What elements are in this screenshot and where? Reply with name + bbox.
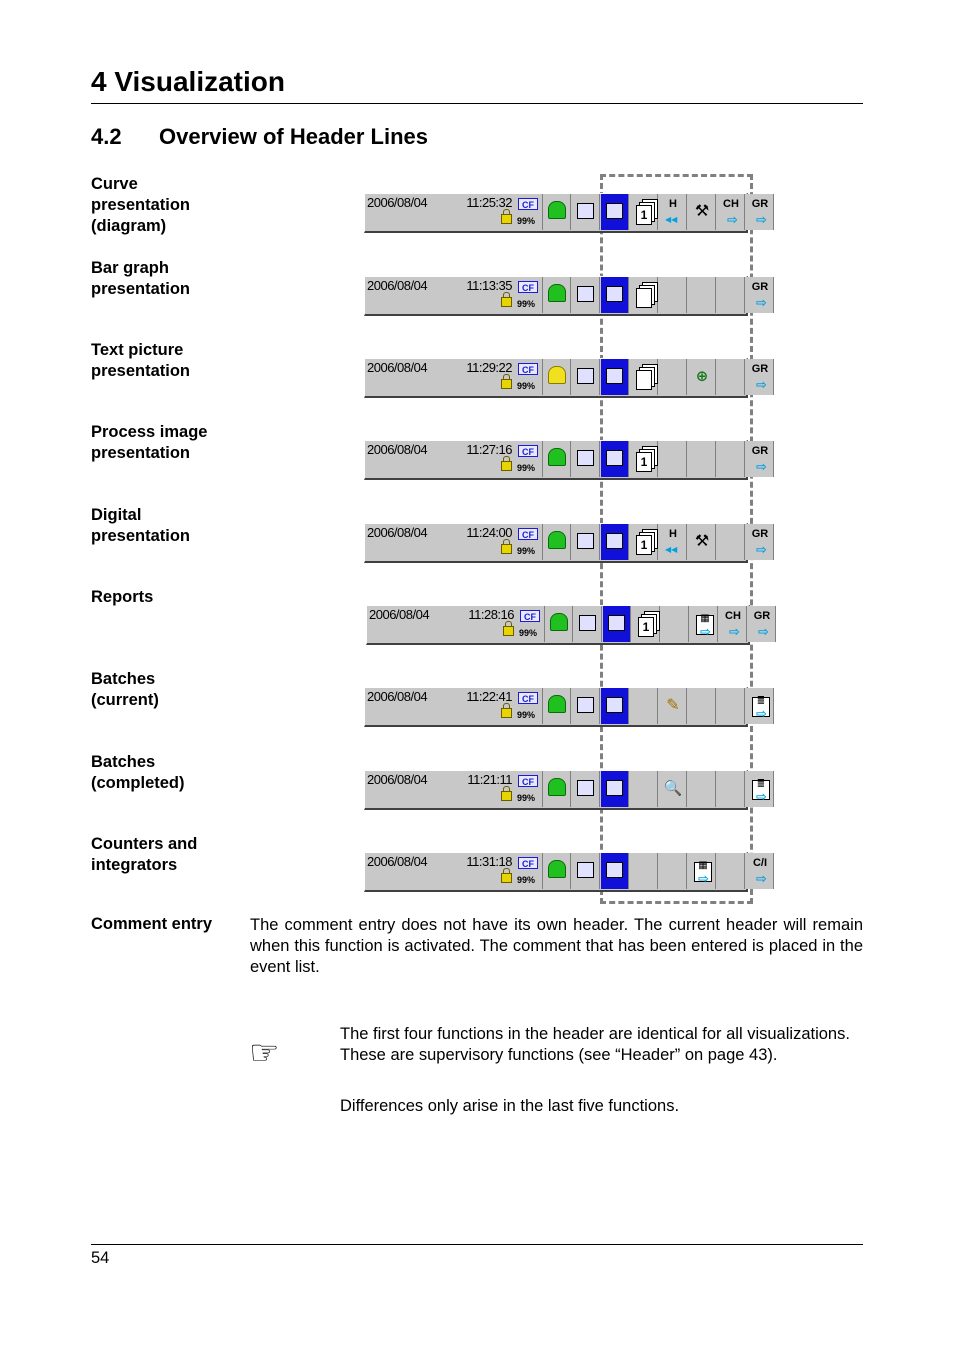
section-number: 4.2 (91, 124, 122, 149)
function-slot-2 (659, 359, 687, 395)
date-time-field (365, 524, 516, 560)
storage-status-button (515, 441, 543, 477)
arrow-icon: ⇨ (756, 459, 767, 474)
function-slot-3 (688, 194, 716, 230)
pencil-icon: ✎ (666, 697, 680, 714)
note-paragraph-2: Differences only arise in the last five functions. (340, 1097, 680, 1115)
function-slot-2 (659, 441, 687, 477)
lock-icon (503, 626, 514, 636)
function-slot-4 (719, 606, 747, 642)
menu-button (601, 277, 629, 313)
header-time: 11:13:35 (466, 278, 512, 293)
footer-rule (91, 1244, 863, 1245)
function-slot-3 (688, 688, 716, 724)
function-slot-1 (630, 359, 658, 395)
row-label: Batches (completed) (91, 753, 185, 792)
menu-button (601, 688, 629, 724)
batch-list-icon: ≣ (752, 780, 770, 800)
header-date: 2006/08/04 (367, 854, 428, 869)
alarm-button (545, 606, 573, 642)
header-line-screenshot (364, 687, 767, 727)
alarm-button (543, 771, 571, 807)
header-date: 2006/08/04 (367, 360, 428, 375)
storage-status-button (515, 771, 543, 807)
comment-entry-label: Comment entry (91, 915, 213, 933)
function-slot-1 (630, 194, 658, 230)
pointing-hand-icon: ☞ (249, 1034, 280, 1072)
function-slot-4 (717, 441, 745, 477)
date-time-field (365, 688, 516, 724)
header-line-screenshot (364, 523, 769, 563)
menu-button (601, 359, 629, 395)
function-slot-1 (630, 771, 658, 807)
storage-percent: 99% (517, 710, 536, 720)
function-slot-4 (717, 688, 745, 724)
row-label: Digital presentation (91, 506, 191, 545)
function-slot-1 (630, 277, 658, 313)
function-slot-2 (661, 606, 689, 642)
function-slot-1 (630, 853, 658, 889)
row-label: Reports (91, 588, 154, 606)
recording-button (574, 606, 602, 642)
cf-card-icon: CF (518, 363, 538, 375)
arrow-icon: ⇨ (756, 295, 767, 310)
function-slot-4 (717, 771, 745, 807)
batch-list-icon: ≣ (752, 697, 770, 717)
recording-icon (577, 697, 594, 713)
lock-icon (501, 297, 512, 307)
arrow-icon: ⇨ (727, 212, 738, 227)
storage-percent: 99% (517, 875, 536, 885)
menu-button (601, 853, 629, 889)
date-time-field (365, 359, 516, 395)
function-slot-4 (717, 359, 745, 395)
alarm-bell-icon (548, 201, 566, 219)
storage-status-button (515, 688, 543, 724)
function-slot-5 (746, 853, 774, 889)
header-time: 11:27:16 (466, 442, 512, 457)
recording-icon (577, 780, 594, 796)
alarm-bell-icon (550, 613, 568, 631)
alarm-bell-icon (548, 448, 566, 466)
cf-card-icon: CF (518, 692, 538, 704)
cf-card-icon: CF (518, 198, 538, 210)
recording-button (572, 524, 600, 560)
ch-arrow-icon: CH (725, 610, 741, 622)
function-slot-2 (659, 194, 687, 230)
gr-arrow-icon: GR (753, 610, 771, 622)
header-line-screenshot (364, 193, 769, 233)
recording-button (572, 688, 600, 724)
recording-button (572, 853, 600, 889)
storage-percent: 99% (517, 216, 536, 226)
function-slot-4 (717, 853, 745, 889)
function-slot-4 (717, 524, 745, 560)
page-1-icon: 1 (636, 205, 652, 225)
page-1-icon: 1 (636, 535, 652, 555)
header-time: 11:25:32 (466, 195, 512, 210)
menu-icon (608, 615, 625, 631)
function-slot-2 (659, 771, 687, 807)
recording-button (572, 441, 600, 477)
search-icon: 🔍 (663, 780, 683, 797)
recording-icon (577, 203, 594, 219)
function-slot-5 (746, 524, 774, 560)
storage-percent: 99% (517, 463, 536, 473)
header-date: 2006/08/04 (367, 195, 428, 210)
lock-icon (501, 791, 512, 801)
report-arrow-icon: ▦ (696, 615, 714, 635)
row-label: Curve presentation (diagram) (91, 175, 191, 235)
cf-card-icon: CF (520, 610, 540, 622)
recording-icon (577, 533, 594, 549)
function-slot-1 (630, 441, 658, 477)
alarm-button (543, 277, 571, 313)
history-back-icon: H (669, 198, 677, 210)
arrow-icon: ⇨ (756, 871, 767, 886)
history-back-icon: H (669, 528, 677, 540)
header-line-screenshot (366, 605, 771, 645)
function-slot-2 (659, 853, 687, 889)
recording-button (572, 194, 600, 230)
storage-percent: 99% (517, 299, 536, 309)
page-1-icon: 1 (638, 617, 654, 637)
alarm-bell-icon (548, 860, 566, 878)
header-line-screenshot (364, 770, 767, 810)
arrow-icon: ⇨ (756, 377, 767, 392)
page-1-icon (636, 370, 652, 390)
rewind-icon: ◀◀ (665, 545, 678, 554)
function-slot-5 (746, 688, 774, 724)
cf-card-icon: CF (518, 775, 538, 787)
alarm-bell-icon (548, 778, 566, 796)
header-date: 2006/08/04 (367, 442, 428, 457)
header-time: 11:29:22 (466, 360, 512, 375)
section-title: Overview of Header Lines (159, 124, 428, 149)
date-time-field (365, 441, 516, 477)
arrow-icon: ⇨ (700, 624, 711, 639)
alarm-button (543, 853, 571, 889)
page-number: 54 (91, 1249, 110, 1267)
storage-status-button (515, 853, 543, 889)
tools-icon: ⚒ (694, 203, 710, 220)
chapter-rule (91, 103, 863, 104)
alarm-bell-icon (548, 366, 566, 384)
function-slot-5 (748, 606, 776, 642)
cf-card-icon: CF (518, 857, 538, 869)
function-slot-3 (688, 524, 716, 560)
date-time-field (365, 277, 516, 313)
gr-arrow-icon: GR (751, 281, 769, 293)
row-label: Text picture presentation (91, 341, 191, 380)
menu-icon (606, 533, 623, 549)
page-1-icon (636, 288, 652, 308)
arrow-icon: ⇨ (756, 542, 767, 557)
storage-percent: 99% (517, 793, 536, 803)
menu-icon (606, 697, 623, 713)
chapter-title: 4 Visualization (91, 66, 285, 97)
alarm-button (543, 194, 571, 230)
ch-arrow-icon: CH (723, 198, 739, 210)
cf-card-icon: CF (518, 528, 538, 540)
zoom-icon: ⊕ (695, 368, 709, 385)
arrow-icon: ⇨ (729, 624, 740, 639)
lock-icon (501, 214, 512, 224)
recording-button (572, 771, 600, 807)
header-time: 11:22:41 (466, 689, 512, 704)
storage-status-button (515, 194, 543, 230)
storage-percent: 99% (517, 546, 536, 556)
cf-card-icon: CF (518, 445, 538, 457)
header-time: 11:21:11 (467, 772, 512, 787)
lock-icon (501, 873, 512, 883)
cf-card-icon: CF (518, 281, 538, 293)
lock-icon (501, 544, 512, 554)
storage-status-button (515, 359, 543, 395)
function-slot-4 (717, 194, 745, 230)
comment-entry-text: The comment entry does not have its own header. The current header will remain when this function is activated. The comment that has been entered is placed in the event list. (250, 916, 863, 976)
menu-button (601, 441, 629, 477)
arrow-icon: ⇨ (756, 789, 767, 804)
page-1-icon: 1 (636, 452, 652, 472)
arrow-icon: ⇨ (758, 624, 769, 639)
menu-button (603, 606, 631, 642)
alarm-button (543, 688, 571, 724)
recording-icon (577, 862, 594, 878)
recording-button (572, 359, 600, 395)
header-time: 11:28:16 (468, 607, 514, 622)
alarm-bell-icon (548, 695, 566, 713)
function-slot-5 (746, 194, 774, 230)
storage-status-button (515, 524, 543, 560)
storage-percent: 99% (519, 628, 538, 638)
storage-percent: 99% (517, 381, 536, 391)
date-time-field (365, 853, 516, 889)
header-line-screenshot (364, 276, 769, 316)
gr-arrow-icon: GR (751, 528, 769, 540)
gr-arrow-icon: GR (751, 198, 769, 210)
function-slot-3 (688, 771, 716, 807)
alarm-button (543, 441, 571, 477)
row-label: Batches (current) (91, 670, 159, 709)
function-slot-2 (659, 277, 687, 313)
alarm-button (543, 524, 571, 560)
report-arrow-icon: ▦ (694, 862, 712, 882)
header-time: 11:24:00 (466, 525, 512, 540)
arrow-icon: ⇨ (756, 212, 767, 227)
function-slot-3 (688, 441, 716, 477)
tools-icon: ⚒ (694, 533, 710, 550)
ci-arrow-icon: C/I (752, 857, 768, 869)
menu-icon (606, 450, 623, 466)
date-time-field (365, 194, 516, 230)
row-label: Process image presentation (91, 423, 208, 462)
menu-button (601, 524, 629, 560)
recording-icon (577, 286, 594, 302)
lock-icon (501, 461, 512, 471)
storage-status-button (517, 606, 545, 642)
function-slot-1 (630, 688, 658, 724)
lock-icon (501, 379, 512, 389)
date-time-field (365, 771, 516, 807)
function-slot-3 (690, 606, 718, 642)
menu-button (601, 771, 629, 807)
header-date: 2006/08/04 (369, 607, 430, 622)
recording-icon (577, 368, 594, 384)
function-slot-1 (630, 524, 658, 560)
recording-icon (579, 615, 596, 631)
alarm-button (543, 359, 571, 395)
alarm-bell-icon (548, 284, 566, 302)
header-line-screenshot (364, 440, 769, 480)
recording-button (572, 277, 600, 313)
menu-icon (606, 203, 623, 219)
header-date: 2006/08/04 (367, 278, 428, 293)
header-time: 11:31:18 (466, 854, 512, 869)
recording-icon (577, 450, 594, 466)
function-slot-5 (746, 441, 774, 477)
function-slot-2 (659, 688, 687, 724)
menu-icon (606, 368, 623, 384)
function-slot-3 (688, 277, 716, 313)
date-time-field (367, 606, 518, 642)
header-line-screenshot (364, 852, 768, 892)
note-paragraph-1: The first four functions in the header are identical for all visualizations. These are supervisory functions (see “Header” on page 43). (340, 1025, 850, 1064)
alarm-bell-icon (548, 531, 566, 549)
menu-button (601, 194, 629, 230)
header-line-screenshot (364, 358, 769, 398)
function-slot-3 (688, 853, 716, 889)
arrow-icon: ⇨ (756, 706, 767, 721)
storage-status-button (515, 277, 543, 313)
lock-icon (501, 708, 512, 718)
header-date: 2006/08/04 (367, 525, 428, 540)
gr-arrow-icon: GR (751, 363, 769, 375)
function-slot-4 (717, 277, 745, 313)
row-label: Counters and integrators (91, 835, 198, 874)
function-slot-2 (659, 524, 687, 560)
rewind-icon: ◀◀ (665, 215, 678, 224)
gr-arrow-icon: GR (751, 445, 769, 457)
function-slot-5 (746, 359, 774, 395)
menu-icon (606, 780, 623, 796)
function-slot-5 (746, 277, 774, 313)
function-slot-5 (746, 771, 774, 807)
header-date: 2006/08/04 (367, 689, 428, 704)
menu-icon (606, 862, 623, 878)
menu-icon (606, 286, 623, 302)
header-date: 2006/08/04 (367, 772, 428, 787)
function-slot-1 (632, 606, 660, 642)
row-label: Bar graph presentation (91, 259, 191, 298)
arrow-icon: ⇨ (698, 871, 709, 886)
function-slot-3 (688, 359, 716, 395)
